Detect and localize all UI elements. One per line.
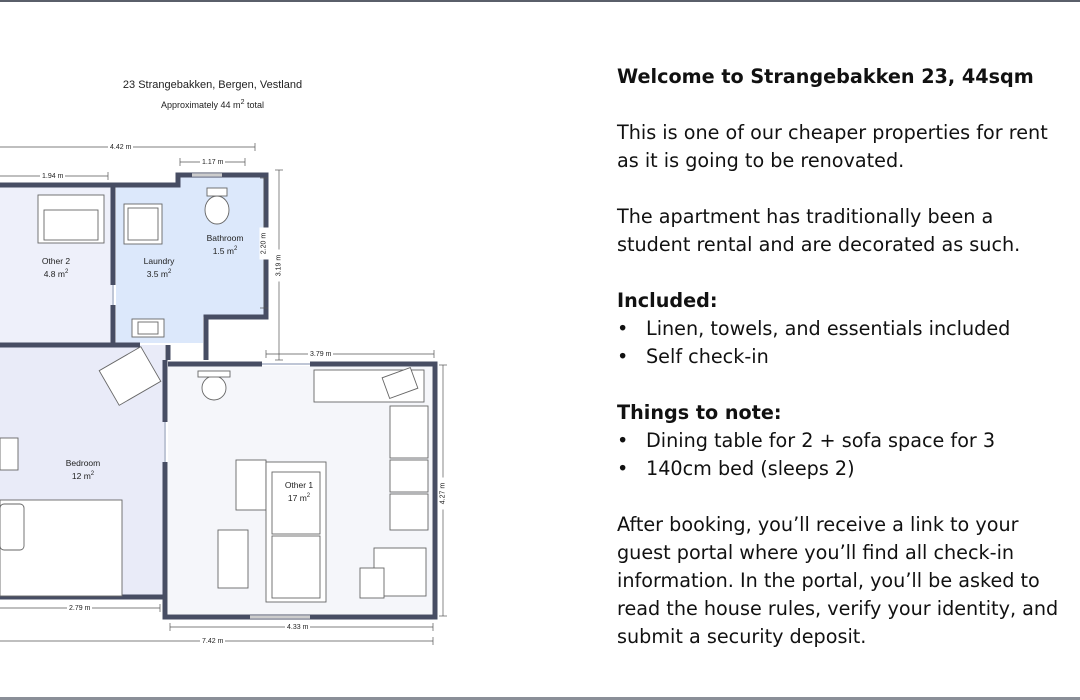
side-table <box>236 460 266 510</box>
sink-basin <box>138 322 158 334</box>
room-label-bedroom: Bedroom 12 $m^2$ <box>65 458 101 481</box>
intro-line: as it is going to be renovated. <box>617 149 905 172</box>
dim-other1-width-bottom: 4.33 m <box>287 624 309 631</box>
pillow <box>0 504 24 550</box>
intro-line: This is one of our cheaper properties for rent <box>617 121 1048 144</box>
floor-plan <box>0 60 600 660</box>
note-list <box>617 427 1072 483</box>
note-heading: Things to note: <box>617 401 782 424</box>
list-item: • 140cm bed (sleeps 2) <box>617 455 1072 483</box>
dining-chair <box>202 376 226 400</box>
listing-description <box>617 63 1072 651</box>
booking-line: guest portal where you’ll find all check-in <box>617 541 1015 564</box>
armchair-seat <box>44 210 98 240</box>
booking-line: information. In the portal, you’ll be asked to <box>617 569 1040 592</box>
dim-bedroom-width: 2.79 m <box>69 605 91 612</box>
dim-other2-width: 1.94 m <box>42 173 64 180</box>
counter-cabinet <box>390 460 428 492</box>
bullet: • <box>617 457 629 480</box>
dim-bath-height: 2.20 m <box>260 228 269 260</box>
included-list <box>617 315 1072 371</box>
toilet-tank <box>207 188 227 196</box>
dim-bath-width: 1.17 m <box>202 159 224 166</box>
fridge <box>390 494 428 530</box>
plan-title: 23 Strangebakken, Bergen, Vestland <box>122 79 303 91</box>
decor-line: The apartment has traditionally been a <box>617 205 994 228</box>
dim-total-width: 7.42 m <box>202 638 224 645</box>
list-item: • Linen, towels, and essentials included <box>617 315 1072 343</box>
booking-line: submit a security deposit. <box>617 625 867 648</box>
bullet: • <box>617 429 629 452</box>
room-label-bathroom: Bathroom 1.5 $m^2$ <box>206 233 244 256</box>
washing-machine-door <box>128 208 158 240</box>
list-item: • Dining table for 2 + sofa space for 3 <box>617 427 1072 455</box>
booking-line: read the house rules, verify your identity, and <box>617 597 1059 620</box>
toilet <box>205 196 229 224</box>
floor-plan-drawing <box>0 60 600 660</box>
room-label-laundry: Laundry 3.5 $m^2$ <box>143 256 175 279</box>
top-border <box>0 0 1080 2</box>
booking-line: After booking, you’ll receive a link to your <box>617 513 1019 536</box>
stove <box>390 406 428 458</box>
included-heading: Included: <box>617 289 718 312</box>
bullet: • <box>617 345 629 368</box>
desk-chair <box>360 568 384 598</box>
room-label-other1: Other 1 17 $m^2$ <box>284 480 314 503</box>
dim-block-height: 3.19 m <box>275 250 284 282</box>
plan-area: Approximately 44 $m^2$ total <box>161 99 264 110</box>
sofa-cushion <box>272 536 320 598</box>
dim-top: 4.42 m <box>110 144 132 151</box>
dim-other1-width-top: 3.79 m <box>310 351 332 358</box>
nightstand <box>0 438 18 470</box>
room-label-other2: Other 2 4.8 $m^2$ <box>41 256 71 279</box>
coffee-table <box>218 530 248 588</box>
listing-heading: Welcome to Strangebakken 23, 44sqm <box>617 65 1034 88</box>
list-item: • Self check-in <box>617 343 1072 371</box>
decor-line: student rental and are decorated as such. <box>617 233 1021 256</box>
dining-table-edge <box>198 371 230 377</box>
dim-other1-height: 4.27 m <box>439 478 448 510</box>
bullet: • <box>617 317 629 340</box>
